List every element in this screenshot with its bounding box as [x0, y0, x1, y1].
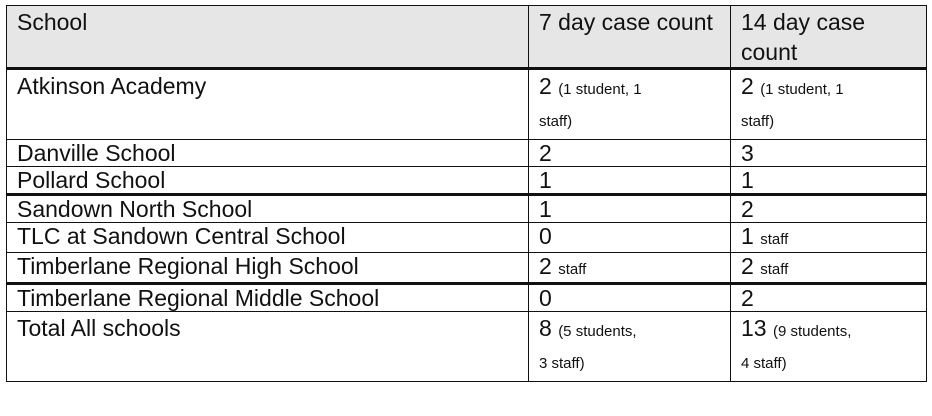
header-14-day: 14 day case count	[731, 6, 927, 69]
header-school: School	[7, 6, 529, 69]
count: 2	[539, 253, 552, 279]
count-note-line2: staff)	[539, 113, 573, 130]
school-name: Danville School	[7, 140, 529, 167]
cell-14-day	[731, 284, 927, 312]
school-name: Pollard School	[7, 167, 529, 195]
count: 3	[741, 140, 754, 166]
cell-14-day	[731, 253, 927, 284]
table-row	[7, 223, 927, 253]
count: 1	[539, 167, 552, 193]
count-note: (5 students,	[558, 323, 637, 340]
school-name: Total All schools	[7, 312, 529, 382]
cell-7-day	[529, 195, 731, 223]
count: 1	[741, 223, 754, 249]
school-name: Atkinson Academy	[7, 69, 529, 140]
cell-7-day	[529, 284, 731, 312]
cell-14-day	[731, 223, 927, 253]
table-row	[7, 69, 927, 140]
count: 0	[539, 223, 552, 249]
school-name: TLC at Sandown Central School	[7, 223, 529, 253]
count-note-line2: 4 staff)	[741, 355, 787, 372]
school-case-count-table	[6, 5, 927, 382]
table-header-row	[7, 6, 927, 69]
table-row	[7, 140, 927, 167]
cell-14-day	[731, 195, 927, 223]
count: 2	[539, 140, 552, 166]
cell-7-day	[529, 253, 731, 284]
cell-7-day	[529, 312, 731, 382]
count-note: staff	[760, 231, 789, 248]
count: 13	[741, 315, 767, 341]
table-row	[7, 167, 927, 195]
school-name: Timberlane Regional Middle School	[7, 284, 529, 312]
count-note: (1 student, 1	[558, 81, 642, 98]
cell-7-day	[529, 140, 731, 167]
school-name: Sandown North School	[7, 195, 529, 223]
count: 2	[539, 73, 552, 99]
table-row-total	[7, 312, 927, 382]
header-7-day: 7 day case count	[529, 6, 731, 69]
cell-7-day	[529, 167, 731, 195]
cell-14-day	[731, 69, 927, 140]
count-note: (1 student, 1	[760, 81, 844, 98]
count-note: staff	[558, 261, 587, 278]
table-row	[7, 253, 927, 284]
count: 2	[741, 253, 754, 279]
table-row	[7, 195, 927, 223]
cell-14-day	[731, 140, 927, 167]
table-row	[7, 284, 927, 312]
school-name: Timberlane Regional High School	[7, 253, 529, 284]
cell-7-day	[529, 223, 731, 253]
cell-14-day	[731, 167, 927, 195]
count: 2	[741, 285, 754, 311]
count-note: (9 students,	[772, 323, 852, 340]
count: 2	[741, 73, 754, 99]
count: 1	[539, 196, 552, 222]
count: 8	[539, 315, 552, 341]
count: 0	[539, 285, 552, 311]
cell-14-day	[731, 312, 927, 382]
count-note: staff	[760, 261, 789, 278]
count: 2	[741, 196, 754, 222]
cell-7-day	[529, 69, 731, 140]
count: 1	[741, 167, 754, 193]
count-note-line2: 3 staff)	[539, 355, 585, 372]
count-note-line2: staff)	[741, 113, 775, 130]
